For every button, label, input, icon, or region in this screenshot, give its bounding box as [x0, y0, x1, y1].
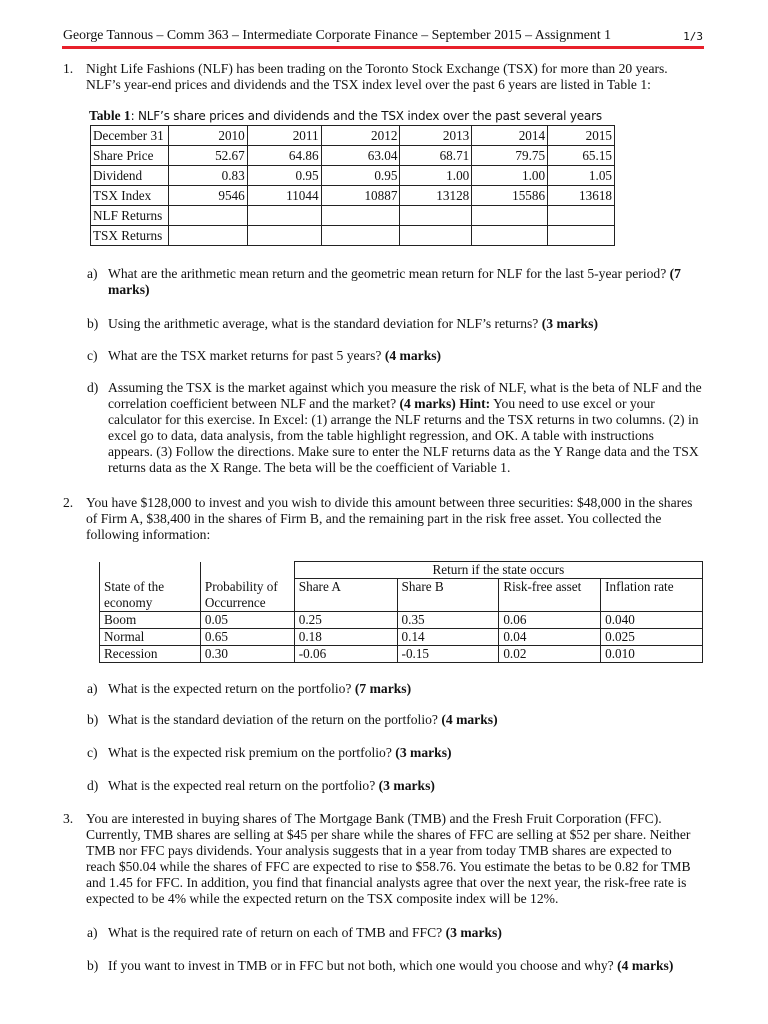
- table-cell: 0.65: [200, 628, 294, 645]
- table-cell: [247, 206, 321, 226]
- portfolio-table: [99, 561, 703, 663]
- table-header-cell: 2015: [548, 126, 615, 146]
- table-cell: 0.04: [499, 628, 601, 645]
- question-3: [63, 811, 703, 907]
- table-cell: 68.71: [400, 146, 472, 166]
- table-cell: 0.14: [397, 628, 499, 645]
- table-row: [91, 146, 615, 166]
- part-text: What are the arithmetic mean return and the geometric mean return for NLF for the last 5-year period?: [108, 266, 667, 281]
- table-header-row: [91, 126, 615, 146]
- table-cell: [321, 226, 400, 246]
- table-cell: 52.67: [168, 146, 247, 166]
- part-marks: (4 marks): [384, 348, 442, 363]
- table-row: [100, 611, 703, 628]
- table-row: [91, 206, 615, 226]
- part-text: If you want to invest in TMB or in FFC but not both, which one would you choose and why?: [108, 958, 614, 973]
- table-cell: [247, 226, 321, 246]
- table-cell: [400, 226, 472, 246]
- part-text: What is the standard deviation of the return on the portfolio?: [108, 712, 438, 727]
- table-group-header: Return if the state occurs: [294, 562, 702, 579]
- q1-part-b: [87, 316, 702, 332]
- table-cell: 13618: [548, 186, 615, 206]
- part-marks: (3 marks): [395, 745, 452, 760]
- table-header-cell: 2012: [321, 126, 400, 146]
- table-header-cell: Probability of Occurrence: [200, 579, 294, 612]
- table-cell: 10887: [321, 186, 400, 206]
- table-cell: [321, 206, 400, 226]
- part-marks: (4 marks): [441, 712, 498, 727]
- part-text: What are the TSX market returns for past 5 years?: [108, 348, 382, 363]
- part-text: Assuming the TSX is the market against which you measure the risk of NLF, what is the beta of NLF and the correlation coefficient between NLF and the market?: [108, 380, 702, 411]
- q2-part-b: [87, 712, 702, 728]
- q2-part-a: [87, 681, 702, 697]
- table-row: [100, 645, 703, 662]
- table-header-cell: Inflation rate: [601, 579, 703, 612]
- table-cell: [200, 562, 294, 579]
- table-cell: Share Price: [91, 146, 169, 166]
- part-label: a): [87, 681, 98, 696]
- part-marks: (3 marks): [541, 316, 599, 331]
- q1-part-c: [87, 348, 702, 364]
- table-cell: [168, 226, 247, 246]
- q1-part-d: [87, 380, 702, 476]
- table-cell: [548, 226, 615, 246]
- table-cell: Normal: [100, 628, 201, 645]
- table-cell: -0.06: [294, 645, 397, 662]
- table-1-caption: [89, 108, 602, 124]
- header-title: George Tannous – Comm 363 – Intermediate Corporate Finance – September 2015 – Assignment 1: [63, 27, 612, 42]
- table-cell: 65.15: [548, 146, 615, 166]
- part-label: a): [87, 925, 98, 940]
- table-cell: 1.05: [548, 166, 615, 186]
- part-label: c): [87, 745, 98, 760]
- table-cell: [548, 206, 615, 226]
- question-number: 2.: [63, 495, 74, 510]
- table-header-cell: 2013: [400, 126, 472, 146]
- table-cell: [100, 562, 201, 579]
- table-cell: 0.025: [601, 628, 703, 645]
- table-cell: 15586: [472, 186, 548, 206]
- part-marks: (3 marks): [445, 925, 502, 940]
- table-header-cell: 2011: [247, 126, 321, 146]
- table-cell: NLF Returns: [91, 206, 169, 226]
- table-cell: 11044: [247, 186, 321, 206]
- part-label: b): [87, 958, 99, 973]
- q2-part-c: [87, 745, 702, 761]
- table-header-cell: Share B: [397, 579, 499, 612]
- table-row: [91, 186, 615, 206]
- table-header-cell: December 31: [91, 126, 169, 146]
- table-row: [91, 226, 615, 246]
- question-number: 3.: [63, 811, 74, 826]
- question-2: [63, 495, 703, 543]
- table-cell: 1.00: [472, 166, 548, 186]
- table-header-cell: State of the economy: [100, 579, 201, 612]
- table-row: [91, 166, 615, 186]
- table-cell: 79.75: [472, 146, 548, 166]
- table-cell: Boom: [100, 611, 201, 628]
- table-header-cell: Share A: [294, 579, 397, 612]
- part-marks: (7 marks): [108, 266, 681, 297]
- q3-part-a: [87, 925, 702, 941]
- table-caption-label: Table 1: [89, 108, 131, 123]
- part-text: What is the expected return on the portfolio?: [108, 681, 352, 696]
- hint-label: Hint:: [459, 396, 491, 411]
- table-cell: TSX Index: [91, 186, 169, 206]
- table-row: [100, 628, 703, 645]
- q3-part-b: [87, 958, 702, 974]
- part-marks: (7 marks): [354, 681, 412, 696]
- part-text: Using the arithmetic average, what is the standard deviation for NLF’s returns?: [108, 316, 539, 331]
- part-label: b): [87, 316, 99, 331]
- table-cell: 0.06: [499, 611, 601, 628]
- question-text: You have $128,000 to invest and you wish to divide this amount between three securities: $48,000 in the shares of Firm A, $38,400 in the shares of Firm B, and the remaining part in the risk free asset. You collected the following information:: [86, 495, 693, 542]
- header-rule: [62, 46, 704, 49]
- table-cell: 0.02: [499, 645, 601, 662]
- question-text: You are interested in buying shares of The Mortgage Bank (TMB) and the Fresh Fruit Corporation (FFC). Currently, TMB shares are selling at $45 per share while the shares of FFC are selling at $52 per share. Neither TMB nor FFC pays dividends. Your analysis suggests that in a year from today TMB shares are expected to reach $50.04 while the shares of FFC are expected to rise to $58.76. You estimate the betas to be 0.82 for TMB and 1.45 for FFC. In addition, you find that financial analysts agree that over the next year, the risk-free rate is expected to be 4% while the expected return on the TSX composite index will be 12%.: [86, 811, 691, 906]
- table-group-header-row: [100, 562, 703, 579]
- table-cell: TSX Returns: [91, 226, 169, 246]
- table-cell: Dividend: [91, 166, 169, 186]
- table-cell: [472, 206, 548, 226]
- part-marks: (4 marks): [399, 396, 456, 411]
- table-cell: [472, 226, 548, 246]
- page-number: 1/3: [683, 30, 703, 43]
- table-cell: 0.83: [168, 166, 247, 186]
- table-cell: 0.25: [294, 611, 397, 628]
- table-cell: 0.040: [601, 611, 703, 628]
- table-header-row: [100, 579, 703, 612]
- question-1: [63, 61, 703, 93]
- table-cell: 1.00: [400, 166, 472, 186]
- part-text: What is the expected real return on the portfolio?: [108, 778, 376, 793]
- table-cell: 9546: [168, 186, 247, 206]
- part-label: a): [87, 266, 98, 281]
- table-cell: 0.95: [321, 166, 400, 186]
- nlf-table: [90, 125, 615, 246]
- part-label: b): [87, 712, 99, 727]
- table-header-cell: 2014: [472, 126, 548, 146]
- part-text: What is the expected risk premium on the portfolio?: [108, 745, 392, 760]
- question-number: 1.: [63, 61, 74, 76]
- table-cell: 0.35: [397, 611, 499, 628]
- part-label: d): [87, 380, 99, 395]
- part-label: c): [87, 348, 98, 363]
- question-text: Night Life Fashions (NLF) has been trading on the Toronto Stock Exchange (TSX) for more than 20 years. NLF’s year-end prices and dividends and the TSX index level over the past 6 years are listed in Table 1:: [86, 61, 668, 92]
- q1-part-a: [87, 266, 702, 298]
- table-cell: [400, 206, 472, 226]
- q2-part-d: [87, 778, 702, 794]
- table-cell: -0.15: [397, 645, 499, 662]
- part-marks: (4 marks): [617, 958, 674, 973]
- table-cell: 64.86: [247, 146, 321, 166]
- part-marks: (3 marks): [378, 778, 435, 793]
- page-header: [63, 27, 703, 45]
- table-header-cell: Risk-free asset: [499, 579, 601, 612]
- table-cell: 63.04: [321, 146, 400, 166]
- part-label: d): [87, 778, 99, 793]
- table-caption-text: : NLF’s share prices and dividends and the TSX index over the past several years: [130, 109, 602, 123]
- table-cell: 13128: [400, 186, 472, 206]
- part-text: What is the required rate of return on each of TMB and FFC?: [108, 925, 443, 940]
- table-cell: 0.05: [200, 611, 294, 628]
- table-cell: 0.95: [247, 166, 321, 186]
- hint-text: You need to use excel or your calculator for this exercise. In Excel: (1) arrange the NLF returns and the TSX returns in two columns. (2) in excel go to data, data analysis, from the table highlight regression, and OK. A table with instructions appears. (3) Follow the directions. Make sure to enter the NLF returns data as the Y Range data and the TSX returns data as the X Range. The beta will be the coefficient of Variable 1.: [108, 396, 699, 475]
- table-header-cell: 2010: [168, 126, 247, 146]
- table-cell: 0.18: [294, 628, 397, 645]
- table-cell: Recession: [100, 645, 201, 662]
- table-cell: 0.010: [601, 645, 703, 662]
- table-cell: [168, 206, 247, 226]
- table-cell: 0.30: [200, 645, 294, 662]
